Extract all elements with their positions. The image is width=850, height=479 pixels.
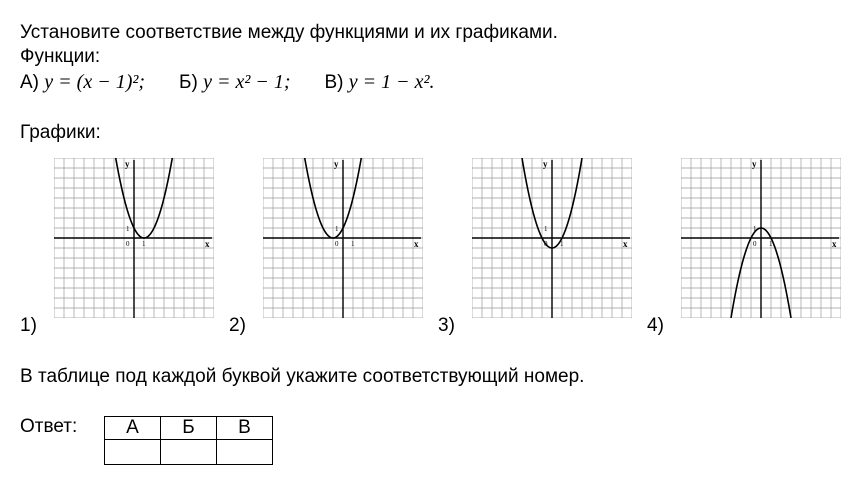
x-axis-label: x: [205, 239, 210, 249]
functions-label: Функции:: [20, 46, 101, 67]
graph-1: [54, 158, 214, 318]
graph-2: [263, 158, 423, 318]
origin-label: 0: [753, 240, 757, 248]
answer-header-c: В: [217, 417, 273, 440]
x-axis-label: x: [832, 239, 837, 249]
unit-y-label: 1: [753, 225, 757, 233]
unit-x-label: 1: [560, 240, 564, 248]
answer-header-a: А: [105, 417, 161, 440]
answer-label: Ответ:: [20, 416, 78, 437]
unit-y-label: 1: [126, 225, 130, 233]
function-label: А): [20, 72, 39, 93]
function-a: [20, 71, 145, 94]
function-b: [179, 71, 290, 94]
answer-header-b: Б: [161, 417, 217, 440]
graph-3: [472, 158, 632, 318]
task-instruction: Установите соответствие между функциями и их графиками.: [20, 22, 558, 43]
origin-label: 0: [126, 240, 130, 248]
unit-x-label: 1: [142, 240, 146, 248]
unit-x-label: 1: [769, 240, 773, 248]
answer-table: [104, 416, 273, 465]
y-axis-label: y: [752, 159, 757, 169]
functions-list: [20, 71, 435, 94]
unit-y-label: 1: [544, 225, 548, 233]
origin-label: 0: [544, 240, 548, 248]
graph-4: [681, 158, 841, 318]
unit-x-label: 1: [351, 240, 355, 248]
graph-number-4: 4): [647, 315, 664, 336]
y-axis-label: y: [125, 159, 130, 169]
graphs-label: Графики:: [20, 122, 101, 143]
function-expression: y = x² − 1;: [203, 71, 291, 93]
function-expression: y = (x − 1)²;: [44, 71, 146, 93]
graph-number-2: 2): [229, 315, 246, 336]
y-axis-label: y: [334, 159, 339, 169]
graph-number-1: 1): [20, 315, 37, 336]
function-expression: y = 1 − x².: [348, 71, 435, 93]
x-axis-label: x: [414, 239, 419, 249]
graph-number-3: 3): [438, 315, 455, 336]
table-instruction: В таблице под каждой буквой укажите соответствующий номер.: [20, 366, 585, 387]
y-axis-label: y: [543, 159, 548, 169]
answer-cell-b[interactable]: [161, 440, 217, 465]
answer-cell-c[interactable]: [217, 440, 273, 465]
function-label: Б): [179, 72, 198, 93]
origin-label: 0: [335, 240, 339, 248]
answer-cell-a[interactable]: [105, 440, 161, 465]
function-label: В): [324, 72, 344, 93]
function-c: [325, 71, 435, 94]
unit-y-label: 1: [335, 225, 339, 233]
x-axis-label: x: [623, 239, 628, 249]
